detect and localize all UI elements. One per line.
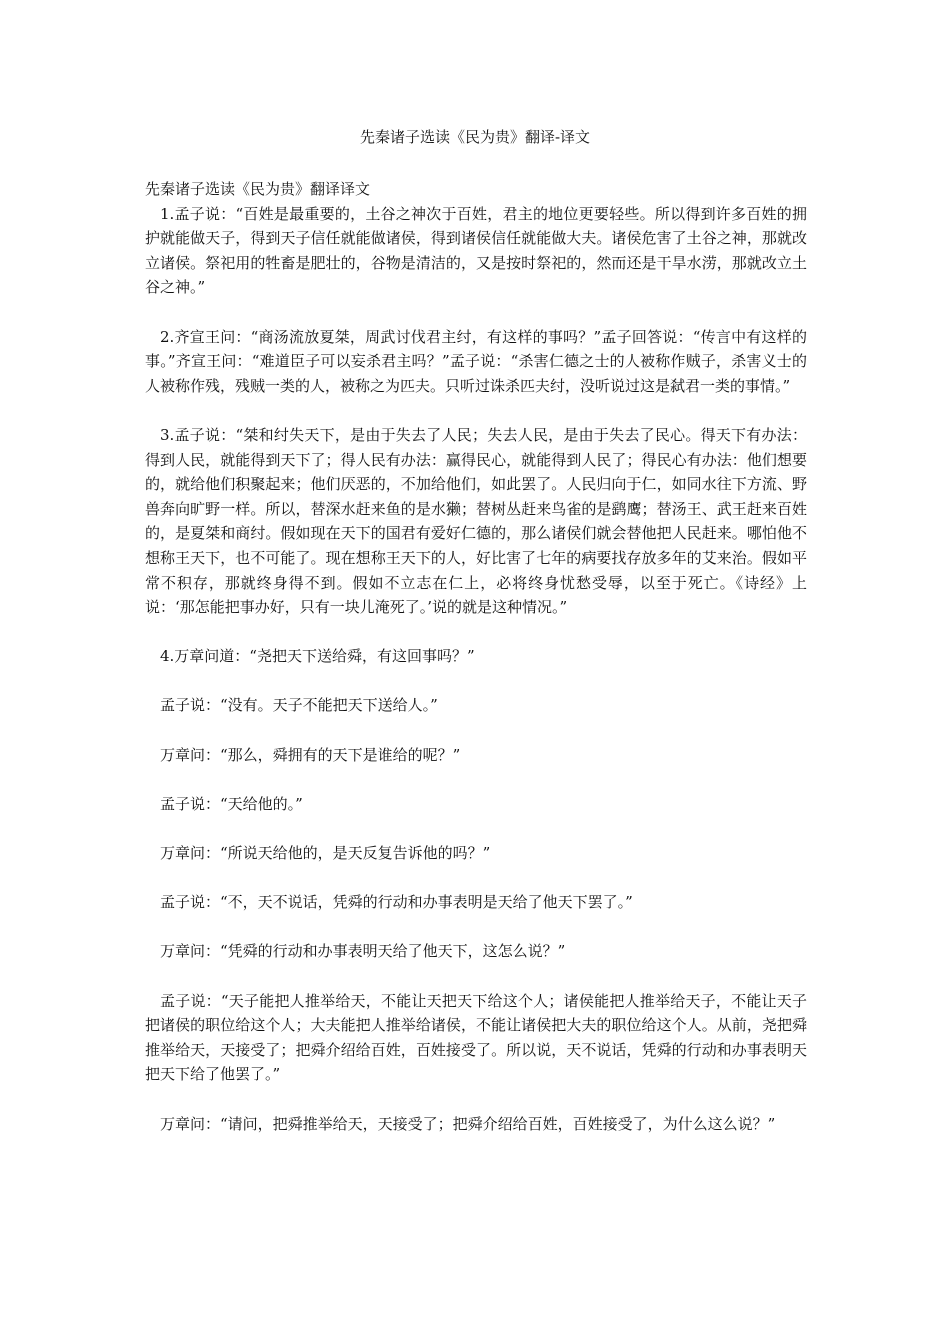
paragraph-spacer <box>145 718 807 743</box>
paragraph-6: 万章问：“那么，舜拥有的天下是谁给的呢？” <box>160 745 461 764</box>
paragraph-3: 3.孟子说：“桀和纣失天下，是由于失去了人民；失去人民，是由于失去了民心。得天下有办法：得到人民，就能得到天下了；得人民有办法：赢得民心，就能得到人民了；得民心有办法：他们想要的，就给他们积聚起来；他们厌恶的，不加给他们，如此罢了。人民归向于仁，如同水往下方流、野兽奔向旷野一样。所以，替深水赶来鱼的是水獭；替树丛赶来鸟雀的是鹞鹰；替汤王、武王赶来百姓的，是夏桀和商纣。假如现在天下的国君有爱好仁德的，那么诸侯们就会替他把人民赶来。哪怕他不想称王天下，也不可能了。现在想称王天下的人，好比害了七年的病要找存放多年的艾来治。假如平常不积存，那就终身得不到。假如不立志在仁上，必将终身忧愁受辱，以至于死亡。《诗经》上说：‘那怎能把事办好，只有一块儿淹死了。’说的就是这种情况。” <box>145 425 807 617</box>
paragraph-1: 1.孟子说：“百姓是最重要的，土谷之神次于百姓，君主的地位更要轻些。所以得到许多百姓的拥护就能做天子，得到天子信任就能做诸侯，得到诸侯信任就能做大夫。诸侯危害了土谷之神，那就改立诸侯。祭祀用的牲畜是肥壮的，谷物是清洁的，又是按时祭祀的，然而还是干旱水涝，那就改立土谷之神。” <box>145 204 807 297</box>
paragraph-spacer <box>145 915 807 940</box>
paragraph-spacer <box>145 767 807 792</box>
paragraph-8: 万章问：“所说天给他的，是天反复告诉他的吗？” <box>160 844 491 863</box>
paragraph-spacer <box>145 866 807 891</box>
paragraph-spacer <box>145 964 807 989</box>
paragraph-2: 2.齐宣王问：“商汤流放夏桀，周武讨伐君主纣，有这样的事吗？”孟子回答说：“传言中有这样的事。”齐宣王问：“难道臣子可以妄杀君主吗？”孟子说：“杀害仁德之士的人被称作贼子，杀害义士的人被称作残，残贼一类的人，被称之为匹夫。只听过诛杀匹夫纣，没听说过这是弑君一类的事情。” <box>145 327 807 395</box>
paragraph-4: 4.万章问道：“尧把天下送给舜，有这回事吗？” <box>160 647 475 666</box>
paragraph-7: 孟子说：“天给他的。” <box>160 794 303 813</box>
paragraph-10: 万章问：“凭舜的行动和办事表明天给了他天下，这怎么说？” <box>160 942 566 961</box>
paragraph-spacer <box>145 669 807 694</box>
paragraph-spacer <box>145 1087 807 1112</box>
paragraph-spacer <box>145 398 807 423</box>
paragraph-9: 孟子说：“不，天不说话，凭舜的行动和办事表明是天给了他天下罢了。” <box>160 893 633 912</box>
paragraph-spacer <box>145 816 807 841</box>
paragraph-12: 万章问：“请问，把舜推举给天，天接受了；把舜介绍给百姓，百姓接受了，为什么这么说？” <box>160 1114 776 1133</box>
document-subtitle: 先秦诸子选读《民为贵》翻译译文 <box>145 180 371 198</box>
document-body <box>145 177 807 1136</box>
paragraph-11: 孟子说：“天子能把人推举给天，不能让天把天下给这个人；诸侯能把人推举给天子，不能让天子把诸侯的职位给这个人；大夫能把人推举给诸侯，不能让诸侯把大夫的职位给这个人。从前，尧把舜推举给天，天接受了；把舜介绍给百姓，百姓接受了。所以说，天不说话，凭舜的行动和办事表明天把天下给了他罢了。” <box>145 991 807 1084</box>
document-title: 先秦诸子选读《民为贵》翻译-译文 <box>359 128 591 146</box>
paragraph-spacer <box>145 300 807 325</box>
paragraph-spacer <box>145 620 807 645</box>
paragraph-5: 孟子说：“没有。天子不能把天下送给人。” <box>160 696 438 715</box>
